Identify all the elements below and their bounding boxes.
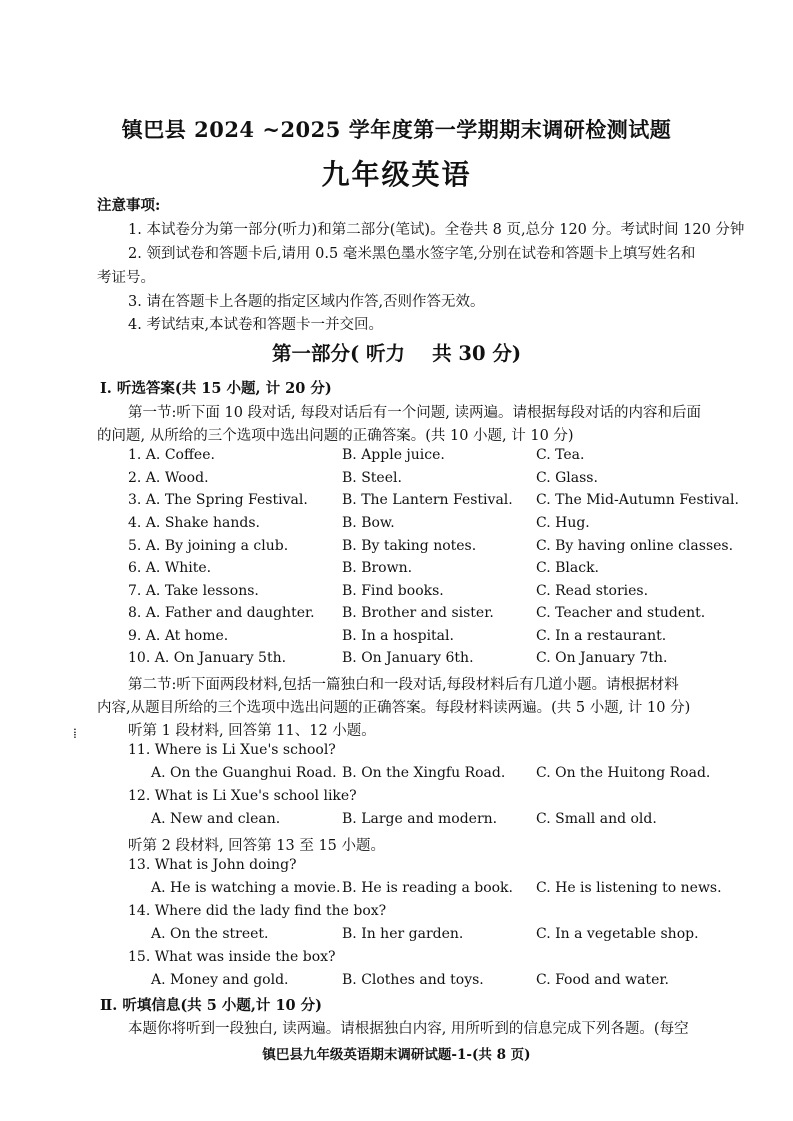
q5-option-a: 5. A. By joining a club. — [128, 538, 289, 554]
q14-option-a: A. On the street. — [151, 926, 269, 942]
q2-option-c: C. Glass. — [536, 470, 598, 486]
q4-option-b: B. Bow. — [342, 515, 395, 531]
q15-option-c: C. Food and water. — [536, 972, 669, 988]
q2-option-b: B. Steel. — [342, 470, 402, 486]
notice-heading: 注意事项: — [97, 197, 161, 214]
q4-option-a: 4. A. Shake hands. — [128, 515, 260, 531]
q6-option-a: 6. A. White. — [128, 560, 212, 576]
q5-option-b: B. By taking notes. — [342, 538, 477, 554]
notice-item-4: 4. 考试结束,本试卷和答题卡一并交回。 — [128, 317, 384, 333]
q13-stem: 13. What is John doing? — [128, 857, 297, 873]
q7-option-b: B. Find books. — [342, 583, 444, 599]
q8-option-a: 8. A. Father and daughter. — [128, 605, 315, 621]
q15-option-b: B. Clothes and toys. — [342, 972, 484, 988]
material1-instruction: 听第 1 段材料, 回答第 11、12 小题。 — [128, 723, 376, 739]
notice-item-3: 3. 请在答题卡上各题的指定区域内作答,否则作答无效。 — [128, 294, 485, 310]
q13-option-c: C. He is listening to news. — [536, 880, 722, 896]
q8-option-c: C. Teacher and student. — [536, 605, 706, 621]
q1-option-b: B. Apple juice. — [342, 447, 445, 463]
notice-item-2-cont: 考证号。 — [97, 270, 155, 286]
section1-intro-line2: 的问题, 从所给的三个选项中选出问题的正确答案。(共 10 小题, 计 10 分) — [97, 428, 574, 444]
q14-option-c: C. In a vegetable shop. — [536, 926, 699, 942]
q12-stem: 12. What is Li Xue's school like? — [128, 788, 357, 804]
q3-option-c: C. The Mid-Autumn Festival. — [536, 492, 739, 508]
q12-option-c: C. Small and old. — [536, 811, 657, 827]
section-i-heading: Ⅰ. 听选答案(共 15 小题, 计 20 分) — [100, 380, 332, 397]
q10-option-b: B. On January 6th. — [342, 650, 474, 666]
q9-option-c: C. In a restaurant. — [536, 628, 667, 644]
q14-option-b: B. In her garden. — [342, 926, 464, 942]
q11-stem: 11. Where is Li Xue's school? — [128, 742, 336, 758]
notice-item-1: 1. 本试卷分为第一部分(听力)和第二部分(笔试)。全卷共 8 页,总分 120 分。考试时间 120 分钟 — [128, 222, 745, 238]
q15-option-a: A. Money and gold. — [151, 972, 289, 988]
q7-option-a: 7. A. Take lessons. — [128, 583, 259, 599]
q6-option-b: B. Brown. — [342, 560, 413, 576]
section1-intro-line1: 第一节:听下面 10 段对话, 每段对话后有一个问题, 读两遍。请根据每段对话的内容和后面 — [128, 405, 701, 421]
q4-option-c: C. Hug. — [536, 515, 590, 531]
q11-option-a: A. On the Guanghui Road. — [151, 765, 337, 781]
q15-stem: 15. What was inside the box? — [128, 949, 336, 965]
q13-option-b: B. He is reading a book. — [342, 880, 513, 896]
margin-mark: ⁞ — [73, 726, 77, 742]
q12-option-a: A. New and clean. — [151, 811, 281, 827]
section-ii-heading: Ⅱ. 听填信息(共 5 小题,计 10 分) — [100, 997, 323, 1014]
subject-title: 九年级英语 — [321, 158, 472, 191]
section2-intro-line1: 第二节:听下面两段材料,包括一篇独白和一段对话,每段材料后有几道小题。请根据材料 — [128, 677, 679, 693]
q2-option-a: 2. A. Wood. — [128, 470, 209, 486]
q10-option-a: 10. A. On January 5th. — [128, 650, 287, 666]
q6-option-c: C. Black. — [536, 560, 599, 576]
q9-option-a: 9. A. At home. — [128, 628, 229, 644]
q11-option-b: B. On the Xingfu Road. — [342, 765, 506, 781]
section-ii-intro: 本题你将听到一段独白, 读两遍。请根据独白内容, 用所听到的信息完成下列各题。(每空 — [128, 1021, 689, 1037]
q14-stem: 14. Where did the lady find the box? — [128, 903, 387, 919]
q8-option-b: B. Brother and sister. — [342, 605, 494, 621]
q5-option-c: C. By having online classes. — [536, 538, 734, 554]
q9-option-b: B. In a hospital. — [342, 628, 454, 644]
q11-option-c: C. On the Huitong Road. — [536, 765, 711, 781]
q3-option-b: B. The Lantern Festival. — [342, 492, 513, 508]
q12-option-b: B. Large and modern. — [342, 811, 498, 827]
q3-option-a: 3. A. The Spring Festival. — [128, 492, 308, 508]
notice-item-2: 2. 领到试卷和答题卡后,请用 0.5 毫米黑色墨水签字笔,分别在试卷和答题卡上填写姓名和 — [128, 246, 696, 262]
q1-option-c: C. Tea. — [536, 447, 585, 463]
q10-option-c: C. On January 7th. — [536, 650, 668, 666]
q1-option-a: 1. A. Coffee. — [128, 447, 215, 463]
q13-option-a: A. He is watching a movie. — [151, 880, 341, 896]
part1-title: 第一部分( 听力 共 30 分) — [271, 342, 522, 365]
exam-title: 镇巴县 2024 ~2025 学年度第一学期期末调研检测试题 — [121, 117, 672, 142]
material2-instruction: 听第 2 段材料, 回答第 13 至 15 小题。 — [128, 838, 385, 854]
section2-intro-line2: 内容,从题目所给的三个选项中选出问题的正确答案。每段材料读两遍。(共 5 小题, 计 10 分) — [97, 700, 691, 716]
page-footer: 镇巴县九年级英语期末调研试题-1-(共 8 页) — [262, 1047, 531, 1063]
q7-option-c: C. Read stories. — [536, 583, 649, 599]
